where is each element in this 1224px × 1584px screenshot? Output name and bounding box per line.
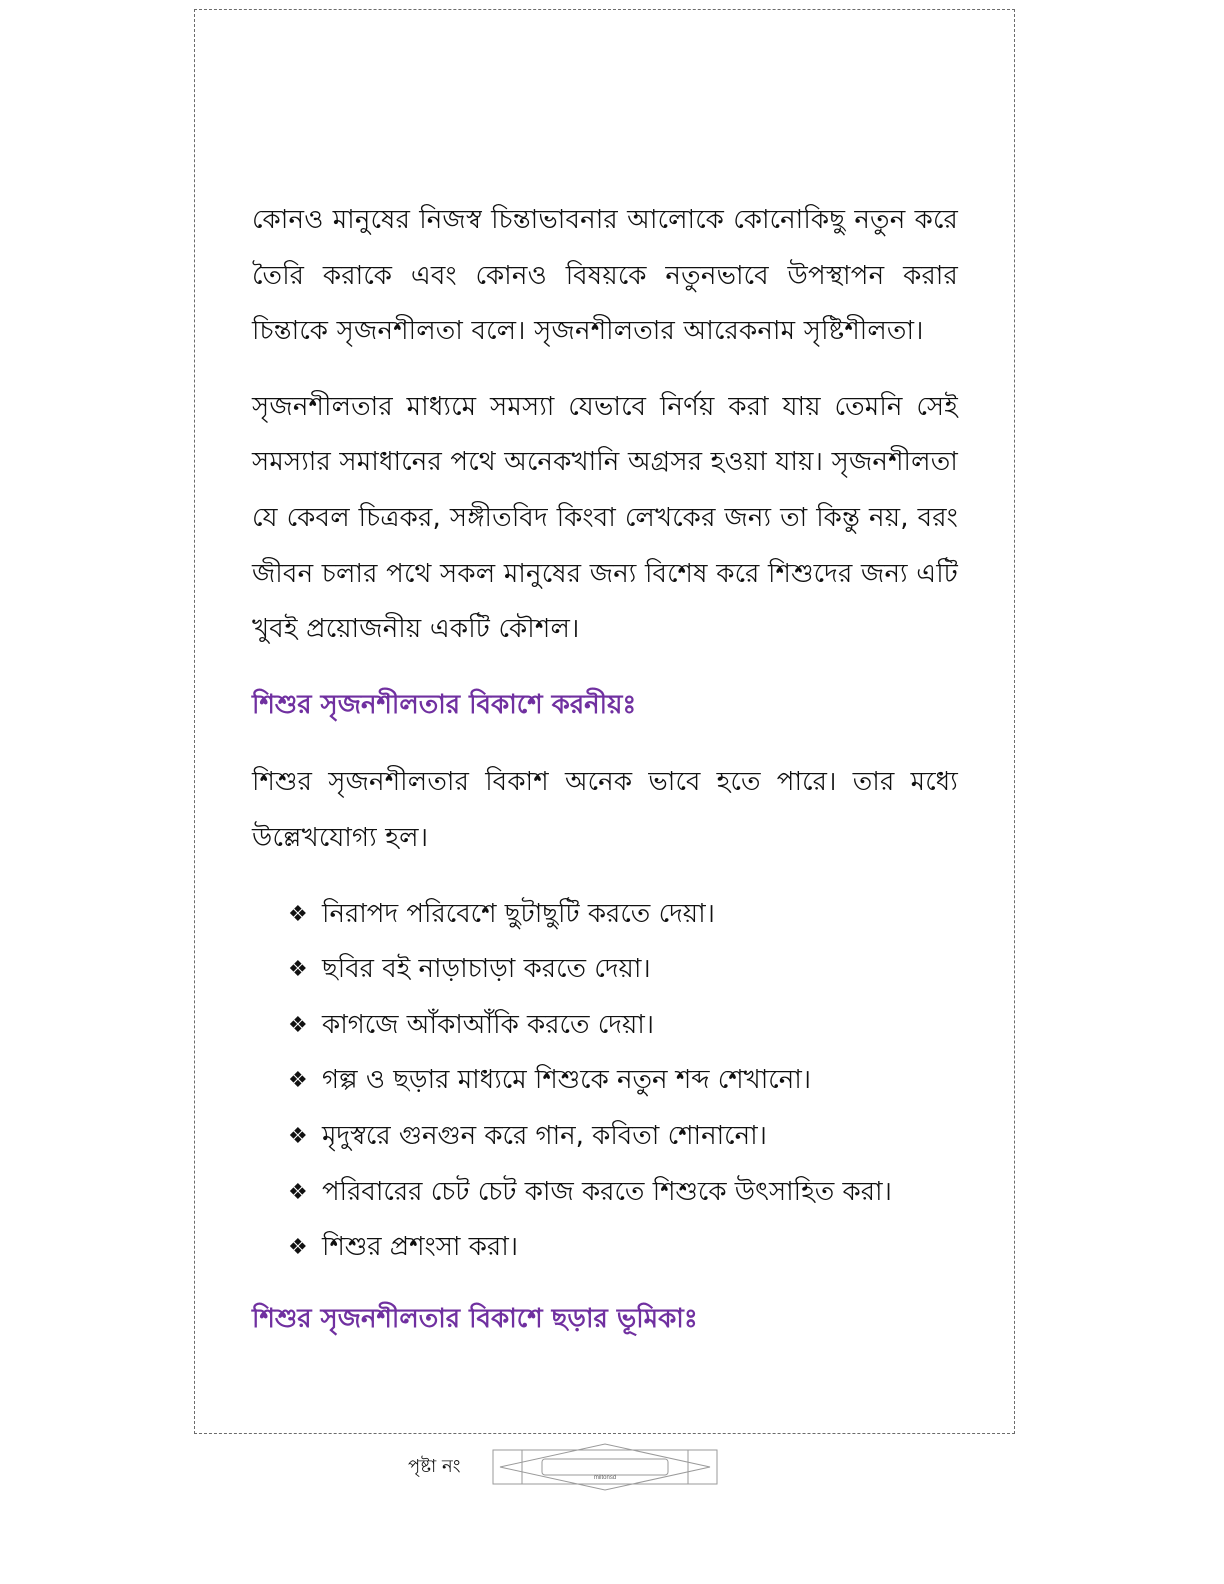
section-heading-todo: শিশুর সৃজনশীলতার বিকাশে করনীয়ঃ <box>252 689 637 720</box>
diamond-bullet-icon: ❖ <box>288 1123 308 1149</box>
paragraph-definition: কোনও মানুষের নিজস্ব চিন্তাভাবনার আলোকে কোনোকিছু নতুন করে তৈরি করাকে এবং কোনও বিষয়কে নতুনভাবে উপস্থাপন করার চিন্তাকে সৃজনশীলতা বলে। সৃজনশীলতার আরেকনাম সৃষ্টিশীলতা। <box>252 205 958 347</box>
section-heading-rhymes: শিশুর সৃজনশীলতার বিকাশে ছড়ার ভূমিকাঃ <box>252 1303 698 1334</box>
list-item-text: পরিবারের চেট চেট কাজ করতে শিশুকে উৎসাহিত করা। <box>322 1176 892 1207</box>
diamond-bullet-icon: ❖ <box>288 957 308 983</box>
watermark-text: miltonsd <box>593 1475 617 1481</box>
list-item-text: ছবির বই নাড়াচাড়া করতে দেয়া। <box>322 954 651 985</box>
page-footer <box>0 1440 1224 1500</box>
page-number-box <box>492 1442 718 1492</box>
list-item-text: নিরাপদ পরিবেশে ছুটাছুটি করতে দেয়া। <box>322 898 715 929</box>
diamond-bullet-icon: ❖ <box>288 901 308 927</box>
list-item <box>288 1053 958 1109</box>
page-number-frame-icon <box>492 1442 718 1492</box>
diamond-bullet-icon: ❖ <box>288 1012 308 1038</box>
diamond-bullet-icon: ❖ <box>288 1179 308 1205</box>
list-item-text: কাগজে আঁকাআঁকি করতে দেয়া। <box>322 1009 655 1040</box>
list-item-text: গল্প ও ছড়ার মাধ্যমে শিশুকে নতুন শব্দ শেখানো। <box>322 1065 812 1096</box>
bullet-list <box>252 887 958 1276</box>
list-item-text: শিশুর প্রশংসা করা। <box>322 1232 519 1263</box>
list-item-text: মৃদুস্বরে গুনগুন করে গান, কবিতা শোনানো। <box>322 1120 767 1151</box>
document-body <box>252 193 958 1369</box>
list-item <box>288 1109 958 1165</box>
paragraph-intro: শিশুর সৃজনশীলতার বিকাশ অনেক ভাবে হতে পারে। তার মধ্যে উল্লেখযোগ্য হল। <box>252 767 958 853</box>
list-item <box>288 942 958 998</box>
diamond-bullet-icon: ❖ <box>288 1235 308 1261</box>
list-item <box>288 1220 958 1276</box>
diamond-bullet-icon: ❖ <box>288 1068 308 1094</box>
page-number-label: পৃষ্টা নং <box>408 1456 461 1477</box>
list-item <box>288 998 958 1054</box>
list-item <box>288 887 958 943</box>
paragraph-importance: সৃজনশীলতার মাধ্যমে সমস্যা যেভাবে নির্ণয় করা যায় তেমনি সেই সমস্যার সমাধানের পথে অনেকখানি অগ্রসর হওয়া যায়। সৃজনশীলতা যে কেবল চিত্রকর, সঙ্গীতবিদ কিংবা লেখকের জন্য তা কিন্তু নয়, বরং জীবন চলার পথে সকল মানুষের জন্য বিশেষ করে শিশুদের জন্য এটি খুবই প্রয়োজনীয় একটি কৌশল। <box>252 391 958 645</box>
list-item <box>288 1165 958 1221</box>
